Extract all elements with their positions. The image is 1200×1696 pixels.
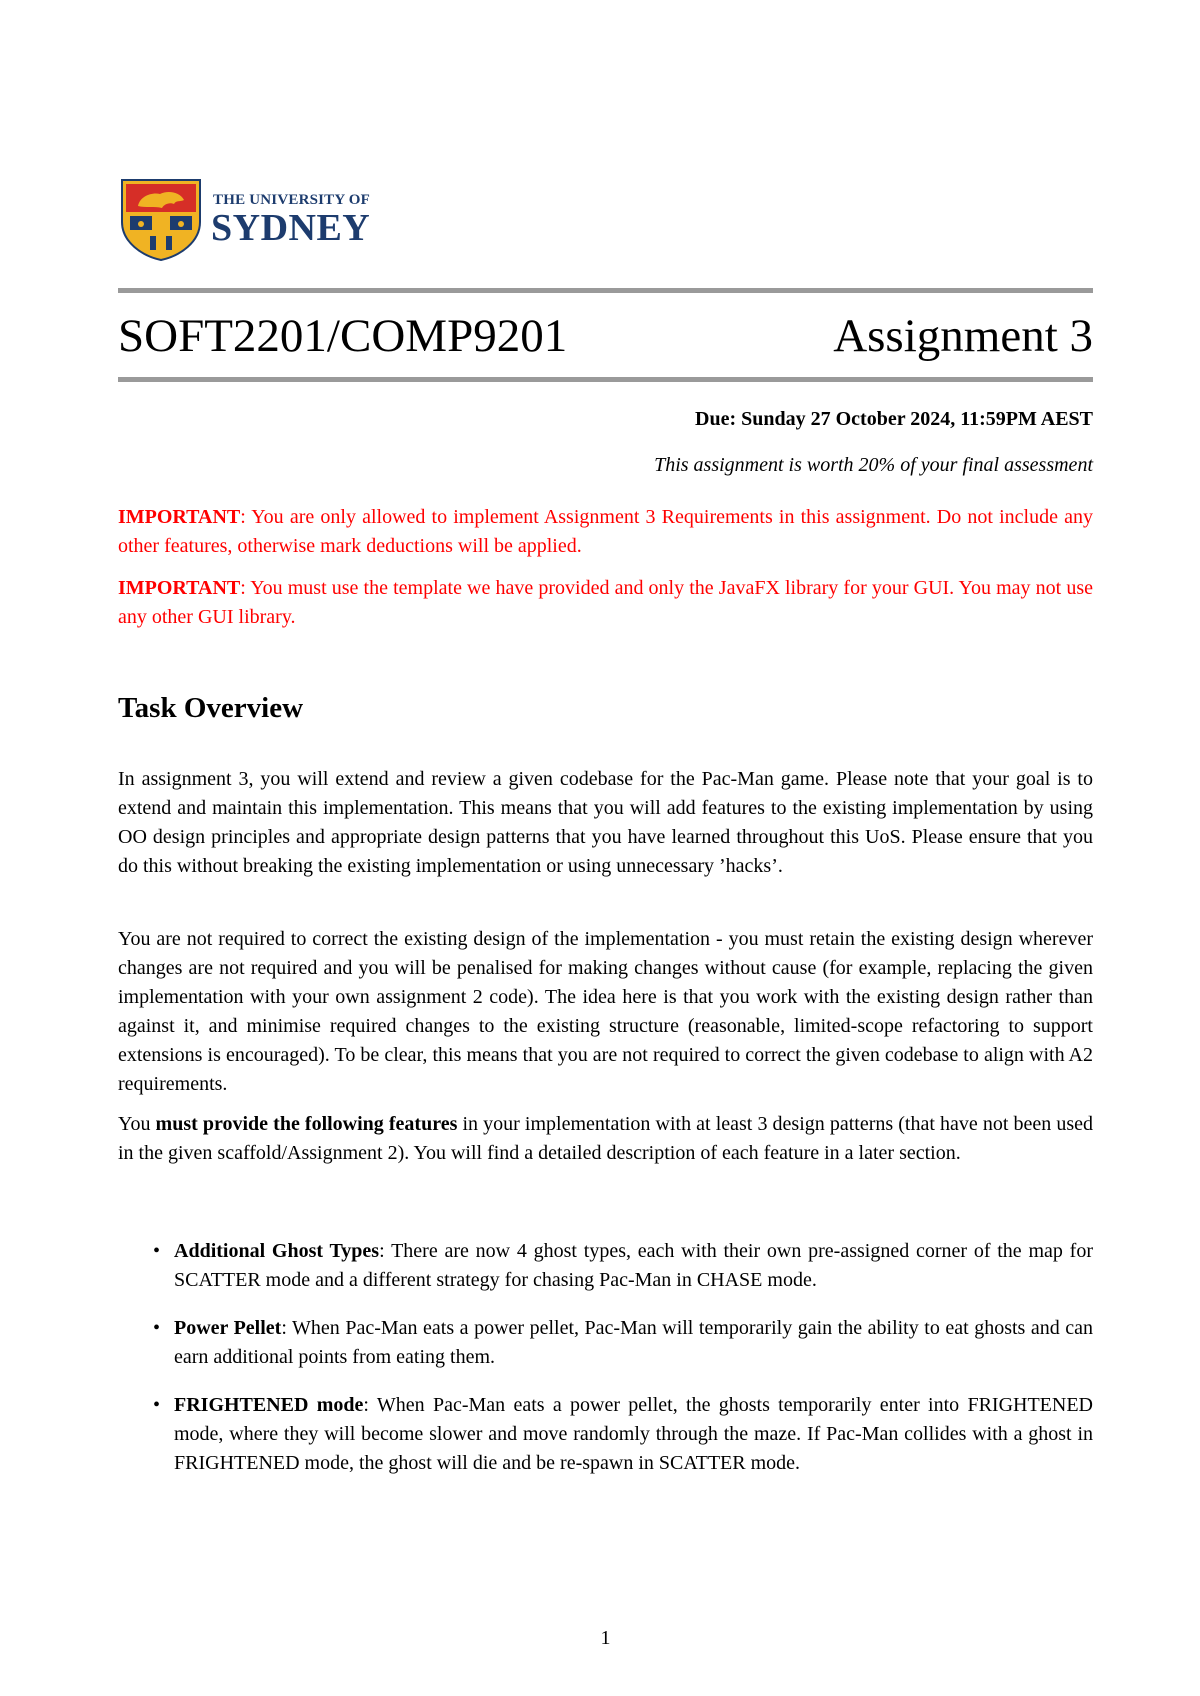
feature-term: FRIGHTENED mode <box>174 1394 364 1416</box>
logo-text-line2: SYDNEY <box>211 207 371 249</box>
paragraph-design: You are not required to correct the existing design of the implementation - you must retain the existing design wherever changes are not required and you will be penalised for making changes without cause (for example, replacing the given implementation with your own assignment 2 code). The idea here is that you work with the existing design rather than against it, and minimise required changes to the existing structure (reasonable, limited-scope refactoring to support extensions is encouraged). To be clear, this means that you are not required to correct the given codebase to align with A2 requirements. <box>118 928 1093 1095</box>
page-number: 1 <box>600 1627 611 1649</box>
important-label: IMPORTANT <box>118 577 241 599</box>
paragraph-bold-text: must provide the following features <box>155 1113 458 1135</box>
due-date: Due: Sunday 27 October 2024, 11:59PM AEST <box>695 408 1093 430</box>
logo-text-line1: THE UNIVERSITY OF <box>213 192 371 208</box>
important-text: : You are only allowed to implement Assignment 3 Requirements in this assignment. Do not include any other features, otherwise mark deductions will be applied. <box>118 506 1093 557</box>
paragraph-features <box>118 1110 1093 1168</box>
feature-description: : When Pac-Man eats a power pellet, Pac-Man will temporarily gain the ability to eat ghosts and can earn additional points from eating them. <box>174 1317 1093 1368</box>
paragraph-text: in your implementation with at least 3 design patterns (that have not been used in the given scaffold/Assignment 2). You will find a detailed description of each feature in a later section. <box>118 1113 1093 1164</box>
paragraph-text: You <box>118 1113 156 1135</box>
assignment-title: Assignment 3 <box>833 310 1093 362</box>
important-label: IMPORTANT <box>118 506 241 528</box>
feature-description: : There are now 4 ghost types, each with their own pre-assigned corner of the map for SCATTER mode and a different strategy for chasing Pac-Man in CHASE mode. <box>174 1240 1093 1291</box>
title-rule-bottom <box>118 377 1093 382</box>
bullet-icon: • <box>153 1394 161 1416</box>
important-notice-2 <box>118 574 1093 632</box>
important-text: : You must use the template we have provided and only the JavaFX library for your GUI. You may not use any other GUI library. <box>118 577 1093 628</box>
bullet-icon: • <box>153 1240 161 1262</box>
list-item <box>118 1237 1093 1295</box>
feature-term: Additional Ghost Types <box>174 1240 380 1262</box>
paragraph-intro: In assignment 3, you will extend and review a given codebase for the Pac-Man game. Please note that your goal is to extend and maintain this implementation. This means that you will add features to the existing implementation by using OO design principles and appropriate design patterns that you have learned throughout this UoS. Please ensure that you do this without breaking the existing implementation or using unnecessary ’hacks’. <box>118 768 1093 877</box>
feature-description: : When Pac-Man eats a power pellet, the ghosts temporarily enter into FRIGHTENED mode, where they will become slower and move randomly through the maze. If Pac-Man collides with a ghost in FRIGHTENED mode, the ghost will die and be re-spawn in SCATTER mode. <box>174 1394 1093 1474</box>
title-rule-top <box>118 288 1093 293</box>
course-code: SOFT2201/COMP9201 <box>118 310 568 362</box>
feature-list <box>118 1237 1093 1497</box>
university-crest-icon <box>118 178 204 262</box>
list-item <box>118 1391 1093 1478</box>
feature-term: Power Pellet <box>174 1317 282 1339</box>
section-heading: Task Overview <box>118 692 304 724</box>
important-notice-1 <box>118 503 1093 561</box>
assessment-weight: This assignment is worth 20% of your final assessment <box>654 454 1093 476</box>
bullet-icon: • <box>153 1317 161 1339</box>
university-logo <box>118 178 378 262</box>
document-page <box>118 0 1093 1696</box>
list-item <box>118 1314 1093 1372</box>
